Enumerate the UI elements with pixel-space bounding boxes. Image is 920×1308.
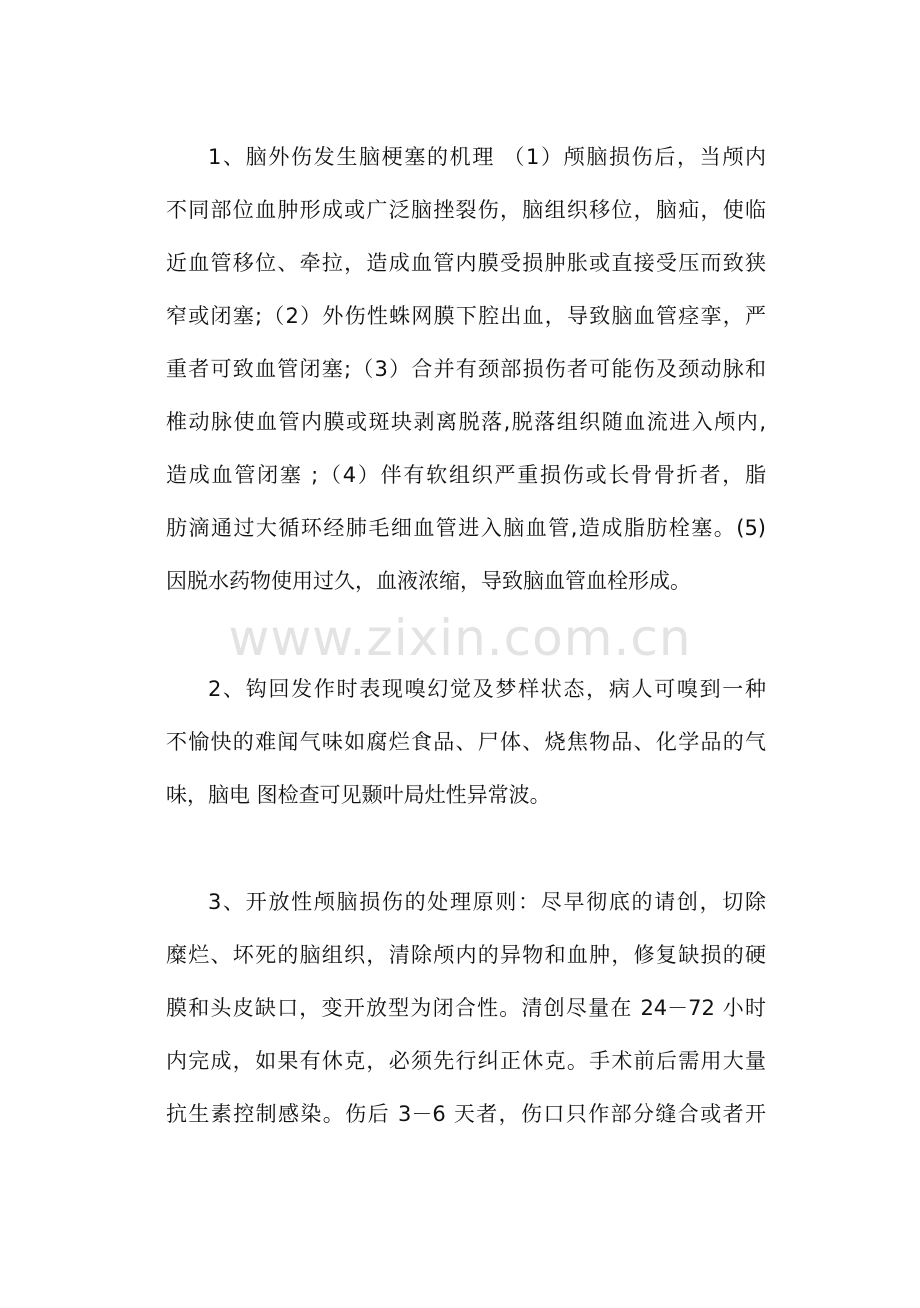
paragraph-line: 3、开放性颅脑损伤的处理原则：尽早彻底的请创，切除	[208, 890, 766, 914]
paragraph-line: 造成血管闭塞 ;（4）伴有软组织严重损伤或长骨骨折者，脂	[166, 463, 766, 487]
paragraph-line: 抗生素控制感染。伤后 3－6 天者，伤口只作部分缝合或者开	[166, 1102, 766, 1126]
paragraph-line: 味，脑电 图检查可见颞叶局灶性异常波。	[166, 783, 551, 807]
paragraph-uncinate-seizure	[166, 663, 766, 822]
paragraph-line: 不愉快的难闻气味如腐烂食品、尸体、烧焦物品、化学品的气	[166, 730, 766, 754]
watermark: www.zixin.com.cn	[228, 609, 692, 667]
paragraph-line: 椎动脉使血管内膜或斑块剥离脱落,脱落组织随血流进入颅内,	[166, 410, 766, 434]
paragraph-line: 窄或闭塞;（2）外伤性蛛网膜下腔出血，导致脑血管痉挛，严	[166, 304, 766, 328]
paragraph-brain-infarction-mechanism	[166, 131, 766, 608]
paragraph-line: 因脱水药物使用过久，血液浓缩，导致脑血管血栓形成。	[166, 569, 691, 593]
paragraph-line: 膜和头皮缺口，变开放型为闭合性。清创尽量在 24－72 小时	[166, 996, 766, 1020]
paragraph-line: 不同部位血肿形成或广泛脑挫裂伤，脑组织移位，脑疝，使临	[166, 198, 766, 222]
paragraph-line: 肪滴通过大循环经肺毛细血管进入脑血管,造成脂肪栓塞。(5)	[166, 516, 766, 540]
paragraph-line: 1、脑外伤发生脑梗塞的机理 （1）颅脑损伤后，当颅内	[208, 145, 766, 169]
paragraph-open-head-injury-treatment	[166, 876, 766, 1141]
paragraph-line: 2、钩回发作时表现嗅幻觉及梦样状态，病人可嗅到一种	[208, 677, 766, 701]
paragraph-line: 糜烂、坏死的脑组织，清除颅内的异物和血肿，修复缺损的硬	[166, 943, 766, 967]
paragraph-line: 内完成，如果有休克，必须先行纠正休克。手术前后需用大量	[166, 1049, 766, 1073]
paragraph-line: 近血管移位、牵拉，造成血管内膜受损肿胀或直接受压而致狭	[166, 251, 766, 275]
paragraph-line: 重者可致血管闭塞;（3）合并有颈部损伤者可能伤及颈动脉和	[166, 357, 766, 381]
